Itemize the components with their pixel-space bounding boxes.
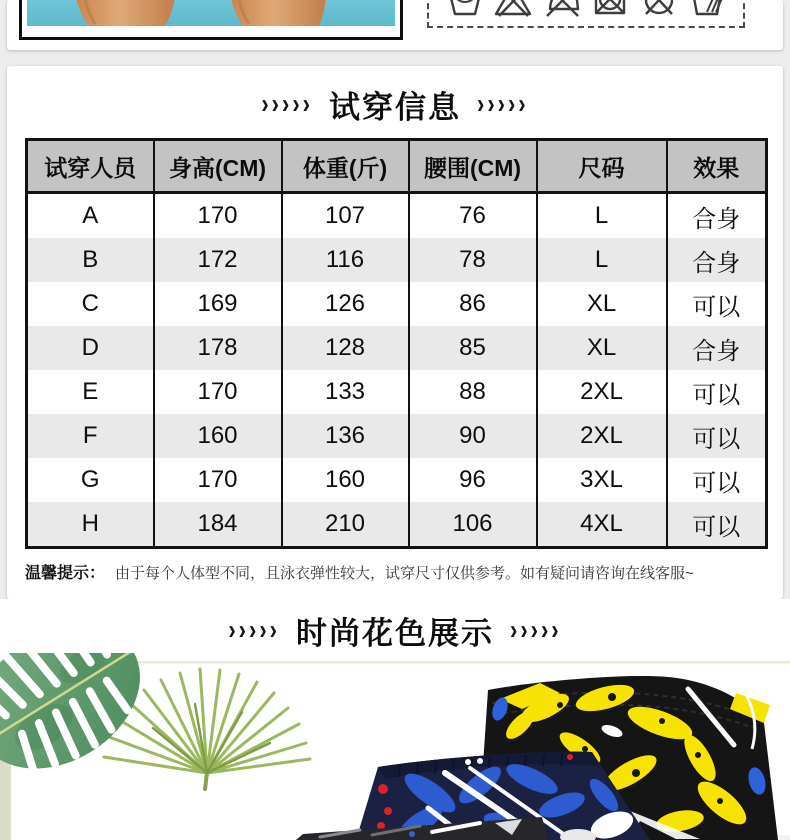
table-cell: B	[82, 246, 99, 273]
table-cell: 170	[154, 370, 282, 414]
fit-table	[25, 138, 768, 549]
table-cell: 178	[154, 326, 282, 370]
fit-info-card	[7, 66, 783, 599]
table-cell: 169	[154, 282, 282, 326]
table-cell: 160	[282, 458, 409, 502]
do-not-iron-icon	[542, 0, 582, 19]
table-cell: 合身	[667, 193, 767, 239]
fit-note	[7, 549, 783, 599]
fit-section-title	[7, 86, 783, 125]
top-photo-strip	[7, 0, 783, 50]
table-cell: F	[82, 422, 98, 449]
table-cell: 4XL	[537, 502, 667, 548]
table-row	[27, 414, 767, 458]
table-cell: 86	[409, 282, 537, 326]
do-not-bleach-icon	[493, 0, 533, 19]
table-cell: 76	[409, 193, 537, 239]
table-cell: G	[80, 466, 100, 493]
table-row	[27, 238, 767, 282]
table-cell: 可以	[667, 370, 767, 414]
table-cell: 126	[282, 282, 409, 326]
table-cell: 合身	[667, 326, 767, 370]
table-cell: 170	[154, 193, 282, 239]
table-cell: 85	[409, 326, 537, 370]
table-cell: A	[82, 202, 99, 229]
table-cell: 136	[282, 414, 409, 458]
fit-table-header-cell: 体重(斤)	[282, 140, 409, 193]
table-cell: 合身	[667, 238, 767, 282]
table-cell: H	[81, 510, 99, 537]
fit-title: 试穿信息	[329, 89, 461, 125]
chevrons-left-icon: ›››››	[228, 613, 280, 645]
fit-note-label: 温馨提示：	[25, 565, 106, 582]
table-cell: 116	[282, 238, 409, 282]
model-photo-frame	[19, 0, 403, 40]
do-not-tumble-dry-icon	[590, 0, 630, 19]
pattern-display-photo	[0, 653, 790, 840]
table-cell: L	[537, 238, 667, 282]
chevrons-left-icon: ›››››	[261, 87, 313, 119]
table-cell: 96	[409, 458, 537, 502]
pattern-title: 时尚花色展示	[296, 615, 494, 651]
fit-table-header-cell: 尺码	[537, 140, 667, 193]
chevrons-right-icon: ›››››	[510, 613, 562, 645]
do-not-dry-clean-icon	[639, 0, 679, 19]
table-cell: 88	[409, 370, 537, 414]
table-cell: C	[81, 290, 99, 317]
table-cell: 78	[409, 238, 537, 282]
table-cell: 3XL	[537, 458, 667, 502]
table-cell: 133	[282, 370, 409, 414]
table-cell: 可以	[667, 458, 767, 502]
model-legs-photo	[27, 0, 395, 26]
chevrons-right-icon: ›››››	[477, 87, 529, 119]
table-cell: XL	[537, 282, 667, 326]
pattern-section-header	[0, 599, 790, 653]
table-cell: XL	[537, 326, 667, 370]
drip-dry-icon	[687, 0, 727, 19]
table-cell: D	[81, 334, 99, 361]
table-cell: 可以	[667, 414, 767, 458]
table-cell: 184	[154, 502, 282, 548]
table-cell: 210	[282, 502, 409, 548]
fit-table-header-cell: 试穿人员	[27, 140, 154, 193]
fit-table-body	[27, 193, 767, 548]
table-cell: 可以	[667, 282, 767, 326]
table-cell: 2XL	[537, 370, 667, 414]
table-row	[27, 193, 767, 239]
table-cell: 可以	[667, 502, 767, 548]
fit-table-header-cell: 身高(CM)	[154, 140, 282, 193]
table-cell: 172	[154, 238, 282, 282]
table-cell: 128	[282, 326, 409, 370]
table-row	[27, 282, 767, 326]
table-cell: E	[82, 378, 99, 405]
fit-table-header-cell: 效果	[667, 140, 767, 193]
table-cell: 90	[409, 414, 537, 458]
table-row	[27, 370, 767, 414]
care-label-box	[427, 0, 745, 28]
table-row	[27, 326, 767, 370]
table-cell: 106	[409, 502, 537, 548]
fit-table-header-row	[27, 140, 767, 193]
hand-wash-icon	[445, 0, 485, 19]
table-cell: 107	[282, 193, 409, 239]
table-cell: L	[537, 193, 667, 239]
table-row	[27, 502, 767, 548]
fit-note-text: 由于每个人体型不同，且泳衣弹性较大，试穿尺寸仅供参考。如有疑问请咨询在线客服~	[115, 565, 694, 582]
fit-table-header-cell: 腰围(CM)	[409, 140, 537, 193]
table-row	[27, 458, 767, 502]
table-cell: 170	[154, 458, 282, 502]
table-cell: 2XL	[537, 414, 667, 458]
table-cell: 160	[154, 414, 282, 458]
